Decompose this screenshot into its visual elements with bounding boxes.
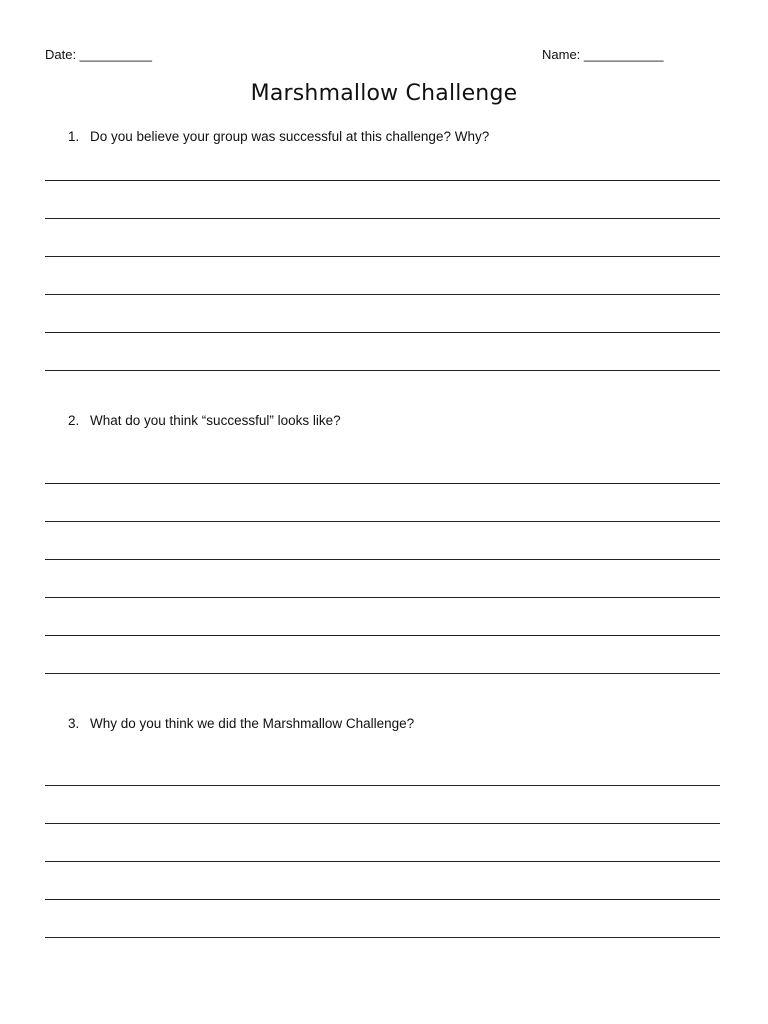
answer-line[interactable] <box>45 823 720 824</box>
answer-line[interactable] <box>45 597 720 598</box>
answer-line[interactable] <box>45 218 720 219</box>
worksheet-title: Marshmallow Challenge <box>250 81 518 106</box>
answer-line[interactable] <box>45 785 720 786</box>
question-number: 2. <box>68 413 80 428</box>
answer-line[interactable] <box>45 937 720 938</box>
question-3 <box>68 715 414 733</box>
answer-line[interactable] <box>45 521 720 522</box>
answer-line[interactable] <box>45 294 720 295</box>
question-number: 3. <box>68 716 80 731</box>
name-label: Name: ___________ <box>542 47 664 62</box>
question-text: Do you believe your group was successful at this challenge? Why? <box>90 129 490 144</box>
question-2 <box>68 412 341 430</box>
question-number: 1. <box>68 129 80 144</box>
answer-line[interactable] <box>45 483 720 484</box>
answer-line[interactable] <box>45 180 720 181</box>
date-label: Date: __________ <box>45 47 152 62</box>
answer-line[interactable] <box>45 635 720 636</box>
answer-line[interactable] <box>45 899 720 900</box>
answer-line[interactable] <box>45 673 720 674</box>
date-field[interactable] <box>45 46 152 64</box>
answer-line[interactable] <box>45 370 720 371</box>
answer-line[interactable] <box>45 332 720 333</box>
answer-line[interactable] <box>45 861 720 862</box>
answer-line[interactable] <box>45 256 720 257</box>
question-text: Why do you think we did the Marshmallow Challenge? <box>90 716 415 731</box>
question-1 <box>68 128 489 146</box>
name-field[interactable] <box>542 46 663 64</box>
question-text: What do you think “successful” looks like? <box>90 413 341 428</box>
answer-line[interactable] <box>45 559 720 560</box>
